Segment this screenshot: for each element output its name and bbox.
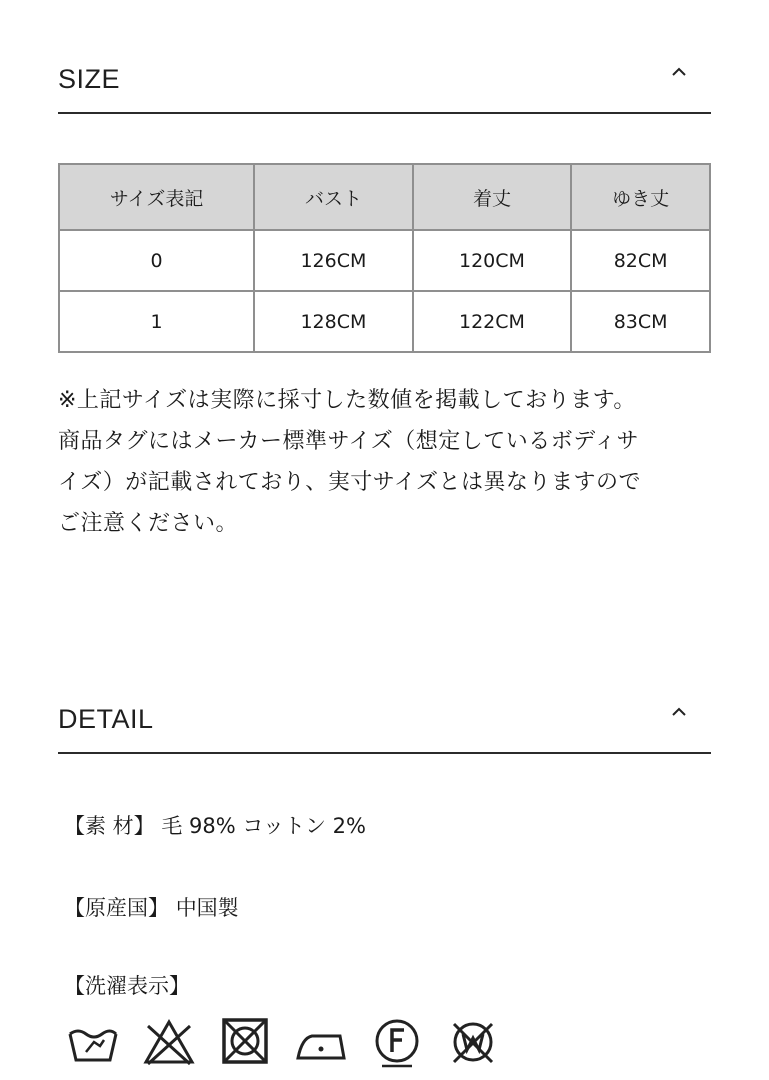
table-cell: 120CM [413, 230, 572, 291]
header-size-label: サイズ表記 [59, 164, 254, 230]
material-value: 毛 98% コットン 2% [161, 814, 366, 838]
table-cell: 122CM [413, 291, 572, 352]
hand-wash-icon [64, 1016, 122, 1068]
note-line: ご注意ください。 [58, 511, 239, 536]
size-note [58, 380, 718, 544]
care-label: 【洗濯表示】 [64, 974, 190, 998]
note-line: ※上記サイズは実際に採寸した数値を掲載しております。 [58, 388, 636, 413]
origin-label: 【原産国】 [64, 896, 169, 920]
iron-low-icon [292, 1016, 350, 1068]
chevron-up-icon[interactable] [667, 700, 691, 724]
table-row [59, 291, 710, 352]
note-line: 商品タグにはメーカー標準サイズ（想定しているボディサ [58, 429, 640, 454]
table-cell: 128CM [254, 291, 413, 352]
do-not-wet-clean-icon [444, 1016, 502, 1068]
table-cell: 83CM [571, 291, 710, 352]
material-line [64, 810, 366, 840]
table-cell: 1 [59, 291, 254, 352]
dry-clean-f-icon [368, 1016, 426, 1068]
detail-section-title: DETAIL [58, 704, 154, 734]
origin-line [64, 892, 239, 922]
size-section-header[interactable] [58, 50, 711, 114]
care-icons [64, 1016, 502, 1068]
header-sleeve: ゆき丈 [571, 164, 710, 230]
header-bust: バスト [254, 164, 413, 230]
detail-section-header[interactable] [58, 690, 711, 754]
material-label: 【素 材】 [64, 814, 155, 838]
header-length: 着丈 [413, 164, 572, 230]
table-cell: 82CM [571, 230, 710, 291]
table-header-row [59, 164, 710, 230]
chevron-up-icon[interactable] [667, 60, 691, 84]
do-not-tumble-dry-icon [216, 1016, 274, 1068]
table-row [59, 230, 710, 291]
table-cell: 126CM [254, 230, 413, 291]
size-section-title: SIZE [58, 64, 121, 94]
size-table [58, 163, 711, 353]
note-line: イズ）が記載されており、実寸サイズとは異なりますので [58, 470, 642, 495]
table-cell: 0 [59, 230, 254, 291]
origin-value: 中国製 [175, 896, 239, 920]
do-not-bleach-icon [140, 1016, 198, 1068]
